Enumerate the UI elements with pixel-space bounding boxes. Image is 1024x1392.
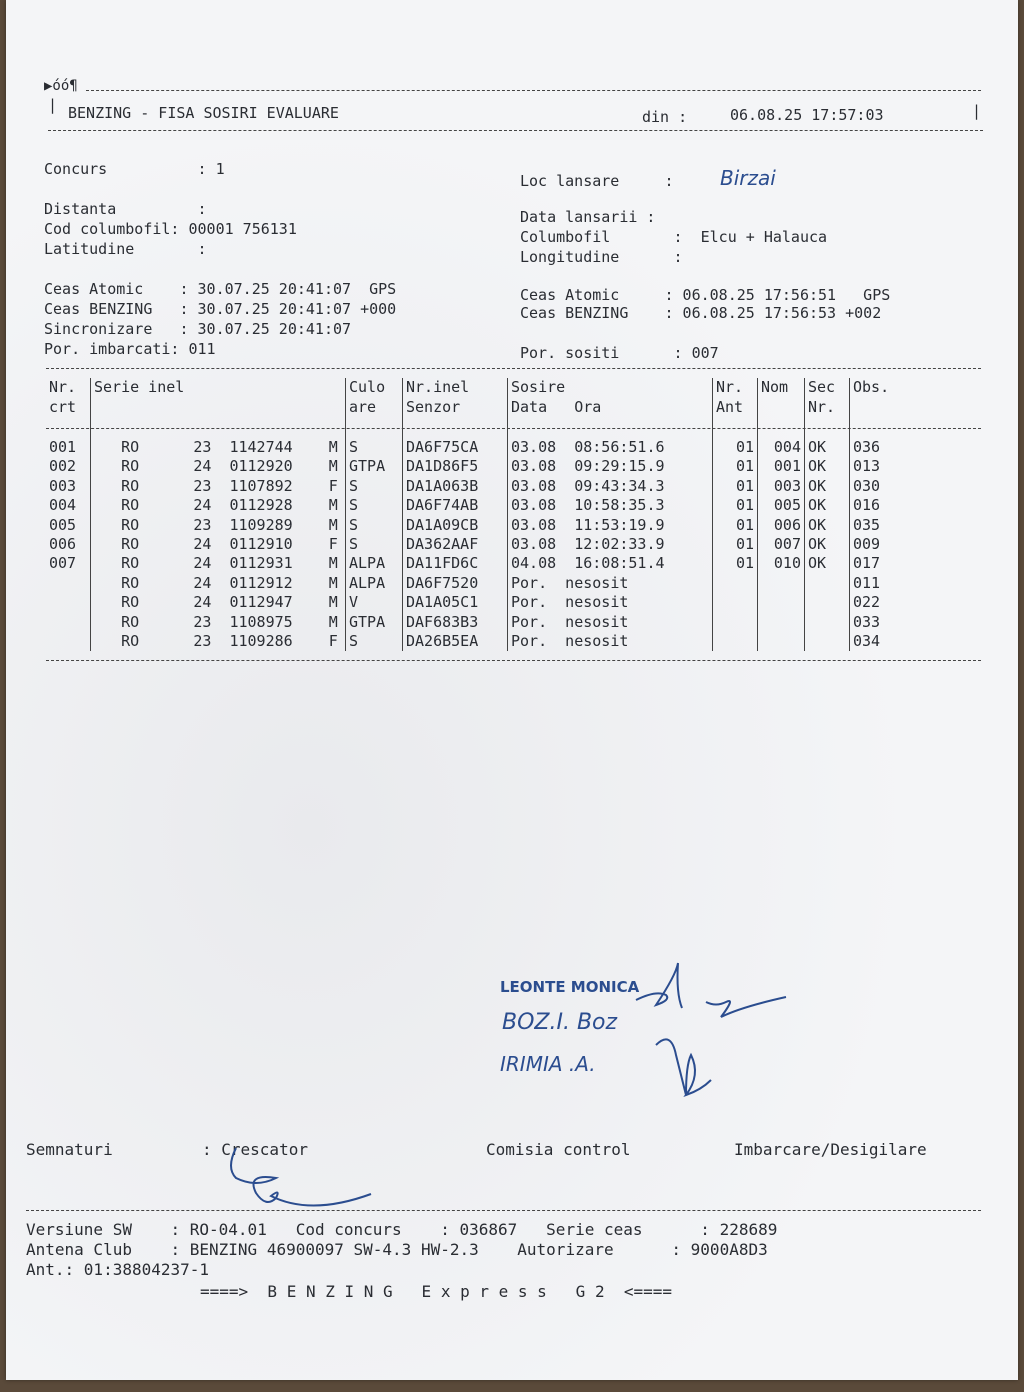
info-por-sositi: Por. sositi : 007 [520, 344, 719, 362]
header-right-bar: | [972, 102, 982, 120]
footer-rule [26, 1210, 981, 1211]
info-ceas-atomic-end: Ceas Atomic : 06.08.25 17:56:51 GPS [520, 286, 891, 304]
cell-obs: 033 [850, 612, 945, 631]
cell-nr: 003 [49, 476, 77, 495]
col-header-obs: Obs. [850, 378, 945, 398]
cell-ant: 01 [713, 476, 758, 495]
table-header-row [46, 378, 944, 398]
cell-senzor: DA362AAF [403, 534, 508, 553]
cell-culoare: S [346, 496, 403, 515]
cell-serie: RO 23 1109286 F [91, 631, 346, 650]
info-columbofil: Columbofil : Elcu + Halauca [520, 228, 828, 246]
footer-line-1: Versiune SW : RO-04.01 Cod concurs : 036867 Serie ceas : 228689 [26, 1220, 778, 1239]
cell-nr [46, 631, 91, 650]
cell-ant: 01 [713, 554, 758, 573]
cell-sosire: Por. nesosit [508, 573, 713, 592]
footer-banner: ====> B E N Z I N G E x p r e s s G 2 <==== [200, 1282, 673, 1301]
cell-ant: 01 [713, 437, 758, 456]
arrivals-table-body [46, 378, 944, 651]
cell-nom: 006 [758, 515, 805, 534]
cell-sec [805, 612, 850, 631]
cell-sec [805, 593, 850, 612]
info-latitudine: Latitudine : [44, 240, 207, 258]
cell-sec: OK [805, 437, 850, 456]
cell-nr [46, 593, 91, 612]
cell-culoare: GTPA [346, 457, 403, 476]
col-header-ant: Nr. [713, 378, 758, 398]
cell-obs: 016 [850, 496, 945, 515]
cell-nom: 010 [758, 554, 805, 573]
cell-senzor: DA6F74AB [403, 496, 508, 515]
signatures-imbarcare: Imbarcare/Desigilare [734, 1140, 927, 1159]
table-row [46, 437, 944, 456]
cell-obs: 017 [850, 554, 945, 573]
cell-sec: OK [805, 515, 850, 534]
table-row [46, 515, 944, 534]
cell-sosire: 03.08 12:02:33.9 [508, 534, 713, 553]
header-bottom-rule [48, 130, 983, 131]
cell-sosire: 03.08 09:29:15.9 [508, 457, 713, 476]
cell-serie: RO 24 0112912 M [91, 573, 346, 592]
cell-ant: 01 [713, 496, 758, 515]
cell-obs: 035 [850, 515, 945, 534]
document-title: BENZING - FISA SOSIRI EVALUARE [68, 104, 339, 122]
cell-sec [805, 573, 850, 592]
cell-senzor: DA26B5EA [403, 631, 508, 650]
info-concurs: Concurs : 1 [44, 160, 225, 178]
header-din-label: din : [642, 108, 688, 126]
col-header-senzor-2: Senzor [403, 398, 508, 418]
footer-line-2: Antena Club : BENZING 46900097 SW-4.3 HW-2.3 Autorizare : 9000A8D3 [26, 1240, 768, 1259]
cell-nr: 006 [49, 535, 77, 554]
col-header-senzor: Nr.inel [403, 378, 508, 398]
cell-sec [805, 631, 850, 650]
cell-senzor: DA1A05C1 [403, 593, 508, 612]
info-ceas-benzing-end: Ceas BENZING : 06.08.25 17:56:53 +002 [520, 304, 882, 322]
table-row [46, 534, 944, 553]
info-loc-lansare: Loc lansare : [520, 172, 674, 190]
cell-nom [758, 593, 805, 612]
table-header-row-2 [46, 398, 944, 418]
cell-obs: 009 [850, 534, 945, 553]
col-header-nom-2 [758, 398, 805, 418]
cell-sosire: 04.08 16:08:51.4 [508, 554, 713, 573]
cell-culoare: S [346, 515, 403, 534]
handwritten-name-1: LEONTE MONICA [500, 978, 640, 996]
cell-ant [713, 593, 758, 612]
table-row [46, 612, 944, 631]
col-header-obs-2 [850, 398, 945, 418]
printed-sheet [6, 0, 1018, 1380]
cell-senzor: DAF683B3 [403, 612, 508, 631]
cell-nom: 007 [758, 534, 805, 553]
cell-culoare: S [346, 631, 403, 650]
info-ceas-atomic-start: Ceas Atomic : 30.07.25 20:41:07 GPS [44, 280, 397, 298]
info-distanta: Distanta : [44, 200, 207, 218]
cell-culoare: V [346, 593, 403, 612]
cell-sosire: 03.08 09:43:34.3 [508, 476, 713, 495]
cell-nom [758, 573, 805, 592]
cell-sec: OK [805, 457, 850, 476]
handwritten-signatures [626, 950, 826, 1120]
table-bottom-rule [46, 660, 981, 661]
table-row [46, 593, 944, 612]
cell-sec: OK [805, 476, 850, 495]
cell-senzor: DA1A063B [403, 476, 508, 495]
cell-serie: RO 24 0112910 F [91, 534, 346, 553]
cell-sec: OK [805, 496, 850, 515]
table-row [46, 476, 944, 495]
cell-serie: RO 24 0112920 M [91, 457, 346, 476]
col-header-ant-2: Ant [713, 398, 758, 418]
cell-ant: 01 [713, 534, 758, 553]
cell-nom: 004 [758, 437, 805, 456]
info-por-imbarcati: Por. imbarcati: 011 [44, 340, 216, 358]
table-row [46, 631, 944, 650]
cell-culoare: ALPA [346, 554, 403, 573]
table-top-rule [46, 368, 981, 369]
cell-sec: OK [805, 534, 850, 553]
cell-obs: 030 [850, 476, 945, 495]
table-row [46, 573, 944, 592]
cell-nom [758, 612, 805, 631]
col-header-sec-2: Nr. [805, 398, 850, 418]
cell-nr: 002 [49, 457, 77, 476]
info-data-lansarii: Data lansarii : [520, 208, 656, 226]
table-spacer-row [46, 418, 944, 437]
cell-obs: 022 [850, 593, 945, 612]
info-loc-lansare-handwritten: Birzai [720, 166, 776, 190]
col-header-serie: Serie inel [91, 378, 346, 398]
cell-obs: 034 [850, 631, 945, 650]
cell-ant [713, 631, 758, 650]
info-longitudine: Longitudine : [520, 248, 683, 266]
info-cod-columbofil: Cod columbofil: 00001 756131 [44, 220, 297, 238]
info-ceas-benzing-start: Ceas BENZING : 30.07.25 20:41:07 +000 [44, 300, 397, 318]
cell-nr: 005 [49, 515, 77, 534]
cell-nr [46, 612, 91, 631]
cell-nom [758, 631, 805, 650]
cell-culoare: ALPA [346, 573, 403, 592]
cell-culoare: S [346, 534, 403, 553]
cell-serie: RO 23 1108975 M [91, 612, 346, 631]
cell-ant [713, 612, 758, 631]
cell-nom: 001 [758, 457, 805, 476]
header-timestamp: 06.08.25 17:57:03 [730, 106, 884, 124]
table-row [46, 554, 944, 573]
cell-sosire: Por. nesosit [508, 631, 713, 650]
cell-serie: RO 23 1142744 M [91, 437, 346, 456]
cell-sosire: 03.08 08:56:51.6 [508, 437, 713, 456]
signatures-crescator: : Crescator [202, 1140, 308, 1159]
cell-sec: OK [805, 554, 850, 573]
handwritten-name-2: BOZ.I. Boz [502, 1010, 618, 1035]
cell-serie: RO 23 1107892 F [91, 476, 346, 495]
cell-ant: 01 [713, 515, 758, 534]
col-header-sec: Sec [805, 378, 850, 398]
col-header-culoare: Culo [346, 378, 403, 398]
cell-culoare: S [346, 476, 403, 495]
signatures-comisia: Comisia control [486, 1140, 631, 1159]
handwritten-name-3: IRIMIA .A. [500, 1052, 596, 1076]
cell-culoare: S [346, 437, 403, 456]
col-header-culoare-2: are [346, 398, 403, 418]
cell-serie: RO 23 1109289 M [91, 515, 346, 534]
cell-nom: 003 [758, 476, 805, 495]
cell-nom: 005 [758, 496, 805, 515]
cell-senzor: DA11FD6C [403, 554, 508, 573]
col-header-nr: Nr. [49, 378, 77, 396]
header-marker: ▶óó¶ [44, 78, 78, 94]
footer-line-3: Ant.: 01:38804237-1 [26, 1260, 210, 1279]
info-sincronizare: Sincronizare : 30.07.25 20:41:07 [44, 320, 352, 338]
cell-obs: 011 [850, 573, 945, 592]
cell-senzor: DA6F75CA [403, 437, 508, 456]
cell-nr: 004 [49, 496, 77, 515]
cell-obs: 036 [850, 437, 945, 456]
header-left-bar: | [48, 96, 58, 114]
table-row [46, 457, 944, 476]
cell-culoare: GTPA [346, 612, 403, 631]
cell-serie: RO 24 0112947 M [91, 593, 346, 612]
table-row [46, 496, 944, 515]
cell-sosire: 03.08 11:53:19.9 [508, 515, 713, 534]
cell-nr [46, 573, 91, 592]
col-header-nom: Nom [758, 378, 805, 398]
cell-ant: 01 [713, 457, 758, 476]
cell-serie: RO 24 0112931 M [91, 554, 346, 573]
crescator-signature [206, 1136, 386, 1216]
cell-senzor: DA1D86F5 [403, 457, 508, 476]
arrivals-table [46, 378, 944, 651]
cell-obs: 013 [850, 457, 945, 476]
cell-nr: 001 [49, 438, 77, 457]
signatures-label: Semnaturi [26, 1140, 113, 1159]
col-header-crt: crt [49, 398, 77, 416]
cell-sosire: 03.08 10:58:35.3 [508, 496, 713, 515]
cell-senzor: DA1A09CB [403, 515, 508, 534]
cell-ant [713, 573, 758, 592]
col-header-serie-2 [91, 398, 346, 418]
cell-sosire: Por. nesosit [508, 593, 713, 612]
col-header-sosire: Sosire [508, 378, 713, 398]
cell-serie: RO 24 0112928 M [91, 496, 346, 515]
header-top-rule [86, 90, 981, 91]
cell-sosire: Por. nesosit [508, 612, 713, 631]
cell-senzor: DA6F7520 [403, 573, 508, 592]
col-header-sosire-2: Data Ora [508, 398, 713, 418]
cell-nr: 007 [49, 554, 77, 573]
